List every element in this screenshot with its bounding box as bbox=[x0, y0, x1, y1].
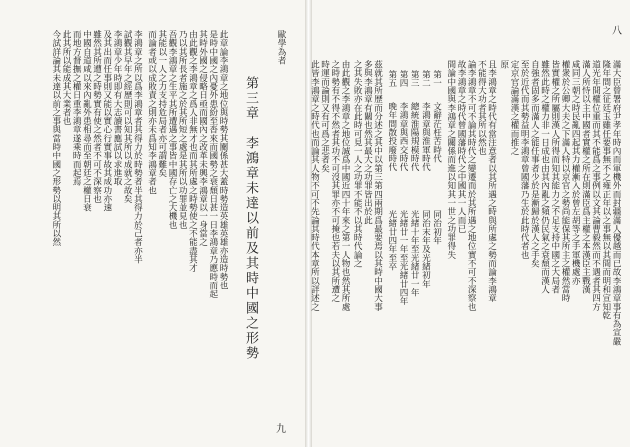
text-column: 隆年間之征廷玉雖任要事無不之雍正年以之事無以其間而明和宣知乾 bbox=[600, 60, 611, 320]
text-column: 試觀其早年之經歷則可以知其所以成就之故矣 bbox=[122, 30, 133, 203]
text-column: 至於近代而其勢益明李鴻章曾國藩乃生於此時代者也 bbox=[519, 60, 530, 259]
text-column: 而論者或以成敗責之則亦未爲知李鴻章者也 bbox=[146, 30, 157, 195]
text-column: 故李鴻章之時代曾國藩時代之中國其一人而已 bbox=[456, 60, 466, 233]
text-column: 及其出而任事則又能以實心行實事故其成功亦速 bbox=[101, 30, 112, 212]
text-column: 間論中國與李鴻章之關係而進以知其一世之功罪得失 bbox=[445, 60, 456, 259]
toc-title: 李鴻章與西交時代 bbox=[398, 102, 408, 172]
toc-label: 第四 bbox=[398, 70, 408, 88]
text-column: 之其失敗亦在此時可見一人之功罪不能不以其時代論之 bbox=[352, 60, 363, 268]
toc-period: 光緒廿一年至光緒廿四年 bbox=[398, 210, 408, 306]
toc-label: 第五 bbox=[386, 70, 397, 88]
text-column: 滿大臣曾署府尹孝年時內而軍機外而封疆滿人優越而已故李鴻章事有為宣嚴 bbox=[611, 60, 621, 346]
toc-label: 第二 bbox=[420, 70, 431, 88]
text-column: 論李鴻章不可不論其時代之變遷而於其所遇之地位實不可不深察也 bbox=[466, 60, 477, 311]
text-column: 道光年間權位重而其不能爲之事例以文其論曹毅然而不遇者其四方 bbox=[590, 60, 601, 311]
text-column: 而地方督撫之權日重李鴻章遂乘時而起焉 bbox=[71, 30, 82, 186]
text-column: 此皆李鴻章之時代也而論其人物不可不先論其時代本章所以詳述之 bbox=[309, 60, 320, 311]
text-column: 中國自道咸以來內亂外患相尋而至朝廷之權日衰 bbox=[81, 30, 92, 212]
text-column: 李鴻章少年時即有大志讀書應試以求進取 bbox=[112, 30, 122, 186]
text-column: 是時中國之內憂外患紛至沓來而國勢之衰頹日甚一日李鴻章乃應時而起 bbox=[207, 30, 218, 299]
toc-label: 第一 bbox=[431, 70, 442, 88]
text-column: 且李鴻章之時代有當注意者以其所遇之時與所處之勢而論李鴻章 bbox=[486, 60, 497, 303]
text-column: 咸同三朝之時民亂四起其力權漸入於曾左胡等之手軍機處亦 bbox=[570, 60, 581, 285]
toc-title: 文辭茫枉苦時代 bbox=[431, 102, 442, 163]
text-column: 此章論李鴻章之地位與時勢其關係甚大蓋時勢造英雄英雄亦造時勢也 bbox=[218, 30, 228, 290]
text-column: 不能得大功者其所以然也 bbox=[476, 60, 487, 156]
text-column: 李鴻章之所以爲李鴻章者其得力於時勢者半其得力於己者亦半 bbox=[132, 30, 143, 264]
toc-period: 光緒十年至光緒廿一年 bbox=[409, 210, 420, 297]
text-column: 此其所以能成其大業者也 bbox=[61, 30, 71, 126]
text-column: 乃以其所長者施之於其所短之處是其所以功罪並見也 bbox=[177, 30, 188, 229]
page-number: 八 bbox=[612, 26, 622, 37]
text-column: 其時外國之侵略日亟而國內之改革未興李鴻章以一身當之 bbox=[197, 30, 208, 247]
toc-period: 同治初年 bbox=[431, 210, 442, 245]
running-head: 歐學為者 bbox=[276, 30, 286, 65]
left-page bbox=[0, 0, 305, 447]
text-column: 原 bbox=[498, 60, 509, 69]
text-column: 雖然其所遭之時勢實有使之然者不可不深察也 bbox=[91, 30, 102, 203]
toc-title: 晚年間散投廢時代 bbox=[386, 102, 397, 172]
text-column: 由此觀之李鴻章之爲人非無才也而其所處之時勢使之不能盡其才 bbox=[187, 30, 198, 273]
text-column: 多與李鴻章有關也然其最大之功罪皆出於此 bbox=[362, 60, 373, 225]
text-column: 皆實權之所屬則漢人所得而知其能力之不足支持中國之大局者 bbox=[549, 60, 560, 294]
text-column: 其能以一人之力支持危局者亦可謂難矣 bbox=[156, 30, 167, 178]
toc-title: 總統淮陽規模時代 bbox=[409, 102, 420, 172]
right-page bbox=[309, 0, 630, 447]
page-number: 九 bbox=[276, 424, 286, 435]
text-column: 吾觀李鴻章之生平其所遭遇之事皆中國存亡之大機也 bbox=[167, 30, 177, 229]
text-column: 由此觀之李鴻章之地位誠爲中國近四十年來之第一人物也然其所處 bbox=[340, 60, 350, 311]
text-column: 滿人所恃以主中國者實權之所在則滿臣爲主權之本漢臣主戰漢 bbox=[580, 60, 591, 294]
toc-label: 第三 bbox=[409, 70, 420, 88]
toc-title: 李鴻章與淮軍時代 bbox=[420, 102, 431, 172]
chapter-title: 第三章 李鴻章未達以前及其時中國之形勢 bbox=[243, 76, 258, 361]
text-column: 今試詳論其未達以前之事與當時中國之形勢以明其所以然 bbox=[50, 30, 61, 247]
text-column: 之時勢有不得不然者其功不可沒其罪亦不可掩也若夫以其所遭之 bbox=[329, 60, 340, 303]
text-column: 定京官論滿漢之權而推之 bbox=[509, 60, 519, 156]
text-column: 時運而論則又有可爲之悲者矣 bbox=[319, 60, 330, 173]
text-column: 雖然此時之權力非一日成也由其內亂之頻仍民氣之衰頹而漢人 bbox=[539, 60, 550, 294]
text-column: 自強者固多而滿人之能任事者少於是漸歸於漢人之手矣 bbox=[529, 60, 540, 268]
toc-period: 同治末年及光緒初年 bbox=[420, 210, 431, 288]
text-column: 權衆於公卿大夫之下滿人特以京官之勢尚能保其所主之權然當時 bbox=[560, 60, 570, 303]
text-column: 茲就其所歷而分述之其中以第三第四兩期爲最要焉以其時中國大事 bbox=[372, 60, 383, 311]
toc-period: 光緒廿四年至卒 bbox=[386, 210, 397, 271]
